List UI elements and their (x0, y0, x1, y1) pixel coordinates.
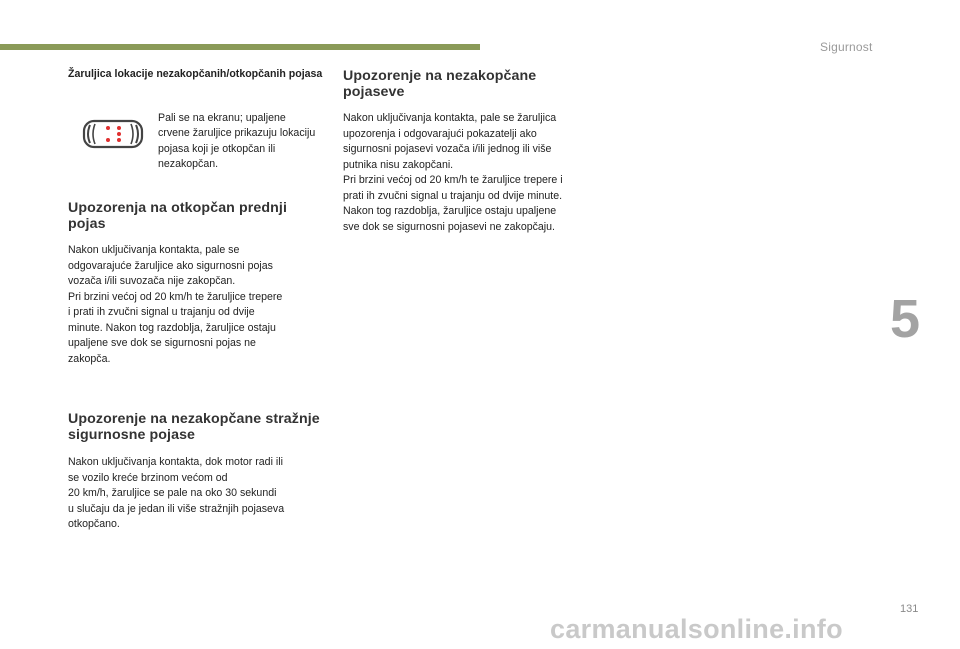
chapter-number: 5 (890, 289, 921, 349)
unbuckled-belts-warning-text: Nakon uključivanja kontakta, pale se žaruljica upozorenja i odgovarajući pokazatelji ako sigurnosni pojasevi vozača i/ili jednog ili više putnika nisu zakopčani. Pri brzini većoj od 20 km/h te žaruljice trepere i prati ih zvučni signal u trajanju od dvije minute. Nakon tog razdoblja, žaruljice ostaju upaljene sve dok se sigurnosni pojasevi ne zakopčaju. (343, 112, 563, 233)
indicator-description: Pali se na ekranu; upaljene crvene žaruljice prikazuju lokaciju pojasa koji je otkopčan ili nezakopčan. (158, 112, 316, 170)
watermark: carmanualsonline.info (550, 614, 843, 644)
section-label: Sigurnost (820, 40, 873, 54)
heading-rear-belt-warning: Upozorenje na nezakopčane stražnje sigurnosne pojase (68, 411, 320, 443)
rear-belt-warning-text: Nakon uključivanja kontakta, dok motor radi ili se vozilo kreće brzinom većom od 20 km/h, žaruljice se pale na oko 30 sekundi u slučaju da je jedan ili više stražnjih pojaseva otkopčano. (68, 456, 285, 530)
header-accent-bar (0, 44, 480, 50)
heading-front-belt-warning: Upozorenja na otkopčan prednji pojas (68, 200, 287, 232)
page-number: 131 (900, 603, 919, 615)
heading-unbuckled-belts-warning: Upozorenje na nezakopčane pojaseve (343, 68, 537, 100)
seatbelt-location-icon (80, 118, 146, 150)
front-belt-warning-text: Nakon uključivanja kontakta, pale se odgovarajuće žaruljice ako sigurnosni pojas vozača i/ili suvozača nije zakopčan. Pri brzini većoj od 20 km/h te žaruljice trepere i prati ih zvučni signal u trajanju od dvije minute. Nakon tog razdoblja, žaruljice ostaju upaljene sve dok se sigurnosni pojas ne zakopča. (68, 244, 283, 365)
indicator-title: Žaruljica lokacije nezakopčanih/otkopčanih pojasa (68, 68, 323, 80)
